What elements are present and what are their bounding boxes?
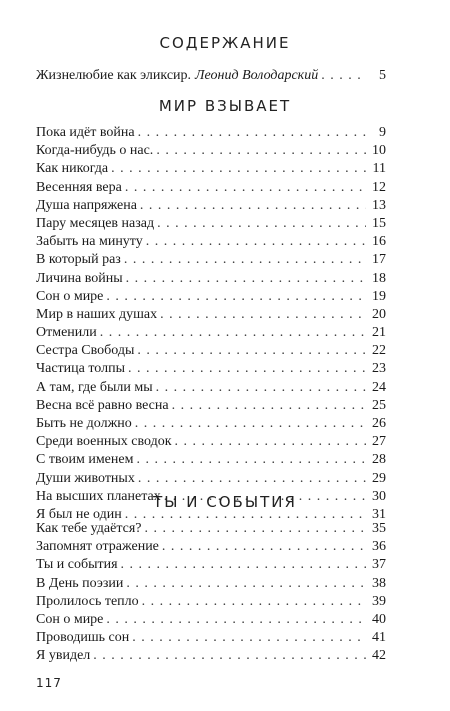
dot-leader [144, 520, 366, 538]
dot-leader [156, 379, 366, 397]
entry-author: Леонид Володарский [195, 68, 319, 83]
dot-leader [93, 647, 366, 665]
toc-entry [36, 233, 386, 251]
toc-entry [36, 556, 386, 574]
entry-page-number: 37 [372, 557, 386, 573]
entry-title: Мир в наших душах [36, 306, 158, 322]
toc-entry [36, 160, 386, 178]
toc-entry [36, 520, 386, 538]
dot-leader [160, 306, 366, 324]
toc-entry [36, 575, 386, 593]
entry-title: Пролилось тепло [36, 593, 139, 609]
toc-entry [36, 433, 386, 451]
dot-leader [137, 342, 366, 360]
entry-title: Я был не один [36, 506, 122, 522]
dot-leader [138, 124, 366, 142]
toc-entry [36, 179, 386, 197]
dot-leader [146, 233, 366, 251]
entry-page-number: 29 [372, 470, 386, 486]
dot-leader [126, 270, 366, 288]
toc-entry [36, 397, 386, 415]
toc-entry [36, 360, 386, 378]
dot-leader [124, 251, 366, 269]
dot-leader [126, 575, 366, 593]
entry-page-number: 28 [372, 452, 386, 468]
entry-title: Душа напряжена [36, 197, 137, 213]
toc-entry [36, 379, 386, 397]
entry-page-number: 27 [372, 434, 386, 450]
dot-leader [125, 179, 366, 197]
dot-leader [321, 68, 366, 84]
toc-entry [36, 647, 386, 665]
entry-title: Как никогда [36, 161, 109, 177]
entry-page-number: 17 [372, 252, 386, 268]
dot-leader [157, 215, 366, 233]
toc-entry [36, 251, 386, 269]
entry-page-number: 15 [372, 215, 386, 231]
dot-leader [121, 556, 366, 574]
toc-entry [36, 197, 386, 215]
entry-page-number: 39 [372, 593, 386, 609]
toc-entry [36, 629, 386, 647]
entry-title: Среди военных сводок [36, 434, 172, 450]
entry-page-number: 16 [372, 234, 386, 250]
dot-leader [128, 360, 366, 378]
entry-page-number: 38 [372, 575, 386, 591]
entry-page-number: 42 [372, 648, 386, 664]
entry-title: Весна всё равно весна [36, 397, 169, 413]
dot-leader [138, 470, 366, 488]
entry-title: Жизнелюбие как эликсир. [36, 68, 192, 83]
entry-title: Души животных [36, 470, 135, 486]
entry-title: Пока идёт война [36, 125, 135, 140]
toc-entry [36, 124, 386, 142]
dot-leader [162, 538, 366, 556]
entry-page-number: 13 [372, 197, 386, 213]
toc-entry [36, 415, 386, 433]
entry-page-number: 21 [372, 325, 386, 341]
dot-leader [142, 593, 366, 611]
dot-leader [140, 197, 366, 215]
dot-leader [136, 451, 366, 469]
toc-entry [36, 215, 386, 233]
toc-entry-intro [36, 68, 386, 84]
section-heading-ty-i-sobytiya: ТЫ И СОБЫТИЯ [153, 493, 297, 511]
entry-title: Забыть на минуту [36, 234, 143, 250]
entry-page-number: 23 [372, 361, 386, 377]
toc-entry [36, 593, 386, 611]
dot-leader [111, 160, 366, 178]
entry-title: Сон о мире [36, 288, 104, 304]
entry-title: Сестра Свободы [36, 343, 135, 359]
entry-title: Личина войны [36, 270, 123, 286]
entry-title: Проводишь сон [36, 630, 130, 646]
entry-page-number: 10 [372, 143, 386, 159]
toc-entry [36, 451, 386, 469]
entry-title: Весенняя вера [36, 179, 122, 195]
toc-entry [36, 142, 386, 160]
toc-list-section1 [36, 124, 386, 524]
toc-entry [36, 288, 386, 306]
toc-entry [36, 342, 386, 360]
entry-title: Когда-нибудь о нас. [36, 143, 154, 159]
section-heading-mir-vzyvaet: МИР ВЗЫВАЕТ [158, 97, 292, 115]
entry-page-number: 25 [372, 397, 386, 413]
entry-page-number: 18 [372, 270, 386, 286]
entry-title: Быть не должно [36, 416, 132, 431]
entry-title: Частица толпы [36, 361, 125, 377]
entry-page-number: 11 [372, 161, 386, 177]
toc-entry [36, 470, 386, 488]
toc-entry [36, 538, 386, 556]
entry-page-number: 26 [372, 416, 386, 431]
toc-list-section2 [36, 520, 386, 666]
toc-entry [36, 324, 386, 342]
toc-entry [36, 611, 386, 629]
entry-page-number: 9 [379, 125, 386, 140]
entry-page-number: 40 [372, 611, 386, 627]
entry-title: А там, где были мы [36, 379, 153, 395]
dot-leader [106, 288, 366, 306]
dot-leader [172, 397, 366, 415]
entry-title: Как тебе удаётся? [36, 521, 142, 536]
entry-page-number: 5 [379, 68, 386, 83]
entry-title: Отменили [36, 325, 97, 341]
dot-leader [156, 142, 366, 160]
entry-title: Сон о мире [36, 611, 104, 627]
entry-page-number: 12 [372, 179, 386, 195]
entry-title: На высших планетах [36, 488, 161, 504]
dot-leader [135, 415, 366, 433]
entry-page-number: 30 [372, 488, 386, 504]
entry-title: В День поэзии [36, 575, 124, 591]
dot-leader [175, 433, 366, 451]
entry-page-number: 31 [372, 506, 386, 522]
dot-leader [132, 629, 366, 647]
dot-leader [100, 324, 366, 342]
entry-page-number: 19 [372, 288, 386, 304]
entry-page-number: 35 [372, 521, 386, 536]
entry-title: Ты и события [36, 557, 118, 573]
entry-page-number: 36 [372, 539, 386, 555]
entry-title: Пару месяцев назад [36, 215, 155, 231]
dot-leader [106, 611, 366, 629]
toc-entry [36, 306, 386, 324]
page-number: 117 [36, 676, 62, 690]
entry-title: С твоим именем [36, 452, 134, 468]
entry-title: Запомнят отражение [36, 539, 159, 555]
toc-entry [36, 270, 386, 288]
entry-page-number: 22 [372, 343, 386, 359]
entry-page-number: 20 [372, 306, 386, 322]
entry-page-number: 41 [372, 630, 386, 646]
contents-heading: СОДЕРЖАНИЕ [159, 34, 291, 52]
entry-page-number: 24 [372, 379, 386, 395]
entry-title: В который раз [36, 252, 121, 268]
entry-title: Я увидел [36, 648, 91, 664]
